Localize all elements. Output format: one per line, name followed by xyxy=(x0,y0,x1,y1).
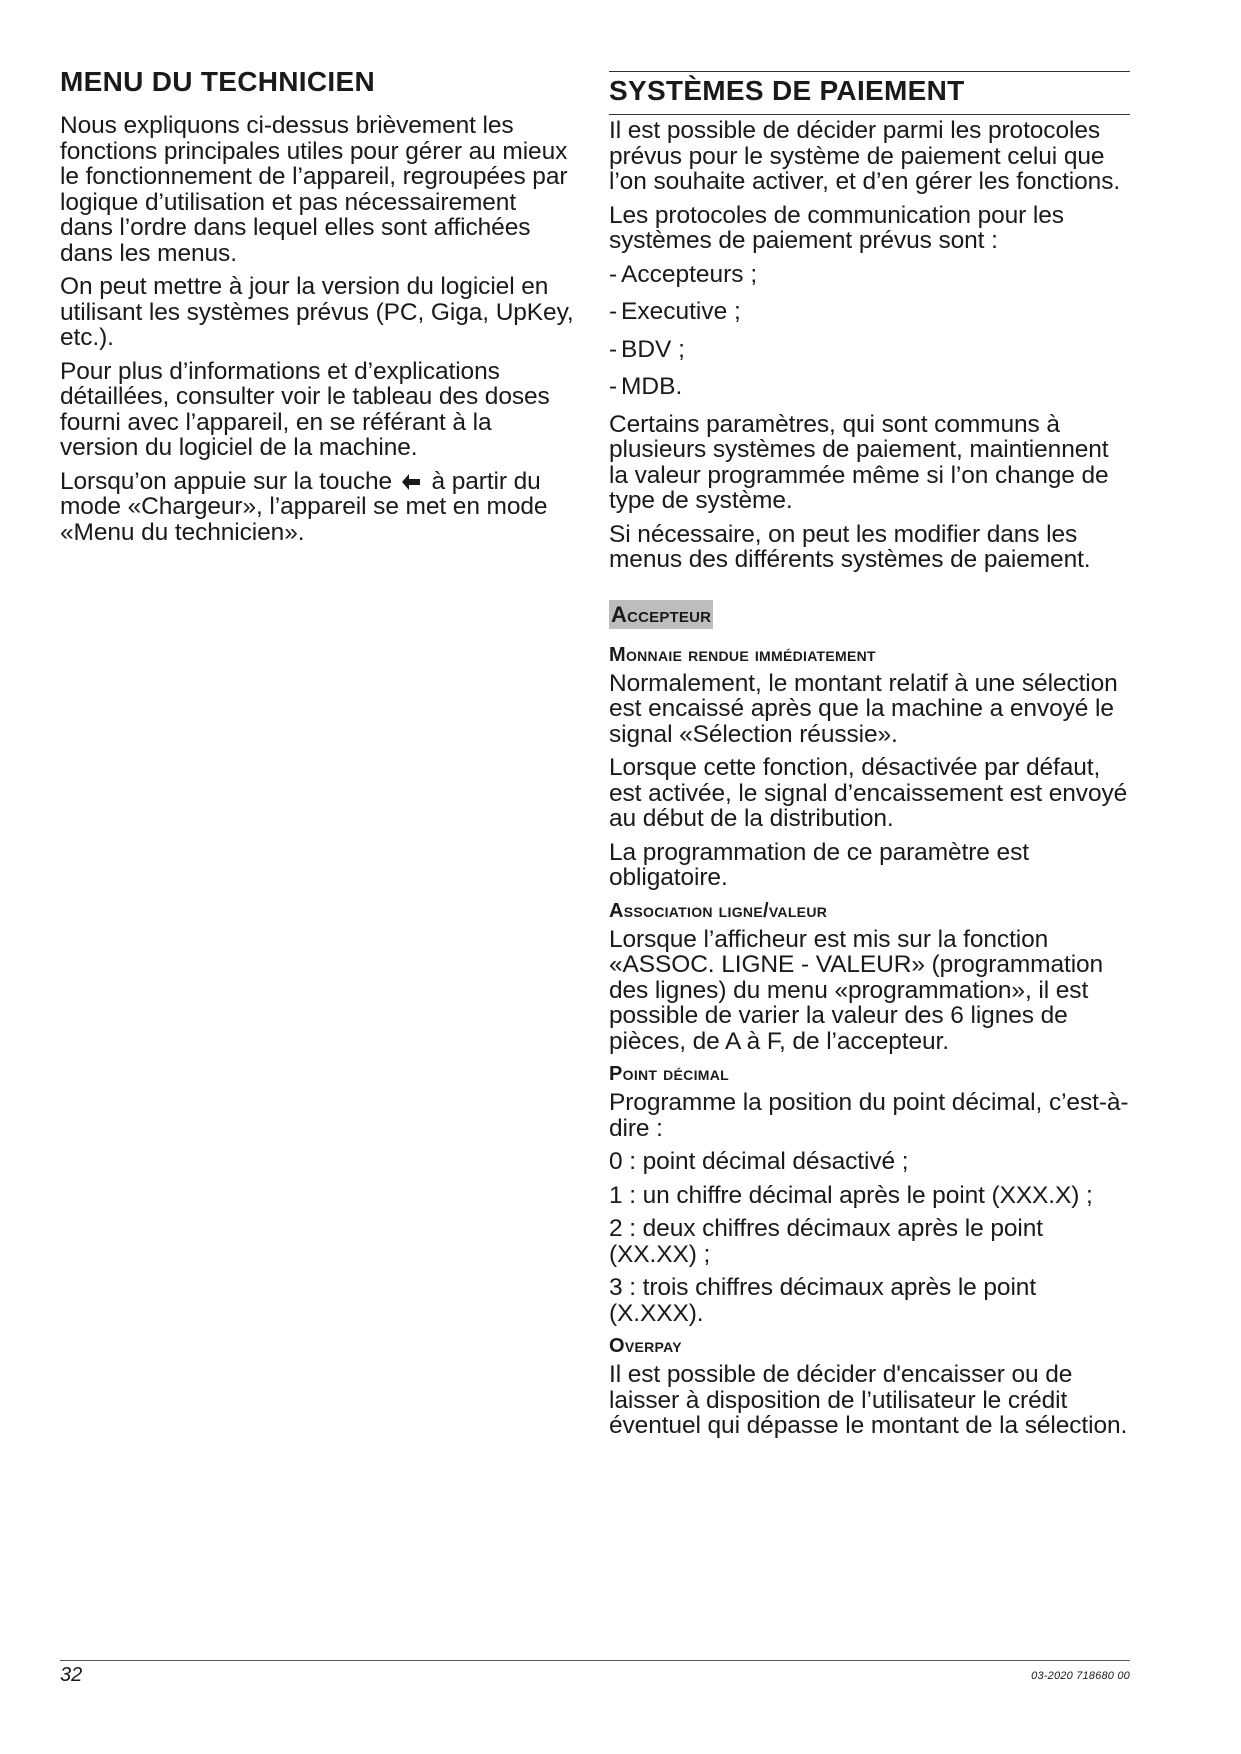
subheading-association-ligne-valeur: Association ligne/valeur xyxy=(609,899,828,922)
left-body xyxy=(60,113,575,553)
paragraph: Certains paramètres, qui sont communs à plusieurs systèmes de paiement, maintiennent la valeur programmée même si l’on change de type de système. xyxy=(609,410,1109,514)
paragraph: 0 : point décimal désactivé ; xyxy=(609,1148,909,1175)
paragraph-back-key xyxy=(60,469,575,546)
paragraph: 3 : trois chiffres décimaux après le point (X.XXX). xyxy=(609,1274,1037,1327)
paragraph: Il est possible de décider d'encaisser ou de laisser à disposition de l’utilisateur le crédit éventuel qui dépasse le montant de la sélection. xyxy=(609,1361,1128,1439)
paragraph: Lorsque cette fonction, désactivée par défaut, est activée, le signal d’encaissement est envoyé au début de la distribution. xyxy=(609,754,1128,832)
back-arrow-icon xyxy=(401,473,421,491)
page-title-menu-technicien: MENU DU TECHNICIEN xyxy=(60,66,375,97)
paragraph-text-end: à partir du mode «Chargeur», l’appareil se met en mode «Menu du technicien». xyxy=(60,467,548,546)
list-item: - BDV ; xyxy=(609,335,685,363)
paragraph: Programme la position du point décimal, c’est-à-dire : xyxy=(609,1089,1129,1142)
paragraph-text-start: Lorsqu’on appuie sur la touche xyxy=(60,467,399,495)
right-body xyxy=(609,118,1130,1447)
paragraph: Si nécessaire, on peut les modifier dans les menus des différents systèmes de paiement. xyxy=(609,520,1091,573)
paragraph: Les protocoles de communication pour les systèmes de paiement prévus sont : xyxy=(609,201,1064,254)
paragraph: La programmation de ce paramètre est obligatoire. xyxy=(609,838,1029,891)
list-item: - MDB. xyxy=(609,373,683,400)
section-heading-accepteur: Accepteur xyxy=(611,601,712,627)
document-code: 03-2020 718680 00 xyxy=(1031,1670,1130,1682)
title-rule-bottom xyxy=(609,114,1130,115)
subheading-point-decimal: Point décimal xyxy=(609,1063,730,1085)
list-item: - Executive ; xyxy=(609,298,741,325)
title-rule-top xyxy=(609,71,1130,72)
paragraph: Lorsque l’afficheur est mis sur la fonction «ASSOC. LIGNE - VALEUR» (programmation des lignes) du menu «programmation», il est possible de varier la valeur des 6 lignes de pièces, de A à F, de l’accepteur. xyxy=(609,925,1104,1055)
paragraph: Il est possible de décider parmi les protocoles prévus pour le système de paiement celui que l’on souhaite activer, et d’en gérer les fonctions. xyxy=(609,117,1121,195)
paragraph: Normalement, le montant relatif à une sélection est encaissé après que la machine a envoyé le signal «Sélection réussie». xyxy=(609,669,1118,748)
subheading-monnaie-rendue: Monnaie rendue immédiatement xyxy=(609,643,876,666)
paragraph: 2 : deux chiffres décimaux après le point (XX.XX) ; xyxy=(609,1215,1043,1268)
paragraph: Pour plus d’informations et d’explications détaillées, consulter voir le tableau des doses fourni avec l’appareil, en se référant à la version du logiciel de la machine. xyxy=(60,357,550,461)
paragraph: 1 : un chiffre décimal après le point (XXX.X) ; xyxy=(609,1181,1093,1209)
paragraph: On peut mettre à jour la version du logiciel en utilisant les systèmes prévus (PC, Giga, UpKey, etc.). xyxy=(60,273,574,351)
section-title-systemes-paiement: SYSTÈMES DE PAIEMENT xyxy=(609,75,965,106)
footer-rule xyxy=(60,1660,1130,1661)
list-item: - Accepteurs ; xyxy=(609,260,758,288)
subheading-overpay: Overpay xyxy=(609,1335,682,1357)
page-number: 32 xyxy=(60,1664,83,1686)
paragraph: Nous expliquons ci-dessus brièvement les fonctions principales utiles pour gérer au mieux le fonctionnement de l’appareil, regroupées par logique d’utilisation et pas nécessairement dans l’ordre dans lequel elles sont affichées dans les menus. xyxy=(60,112,568,267)
